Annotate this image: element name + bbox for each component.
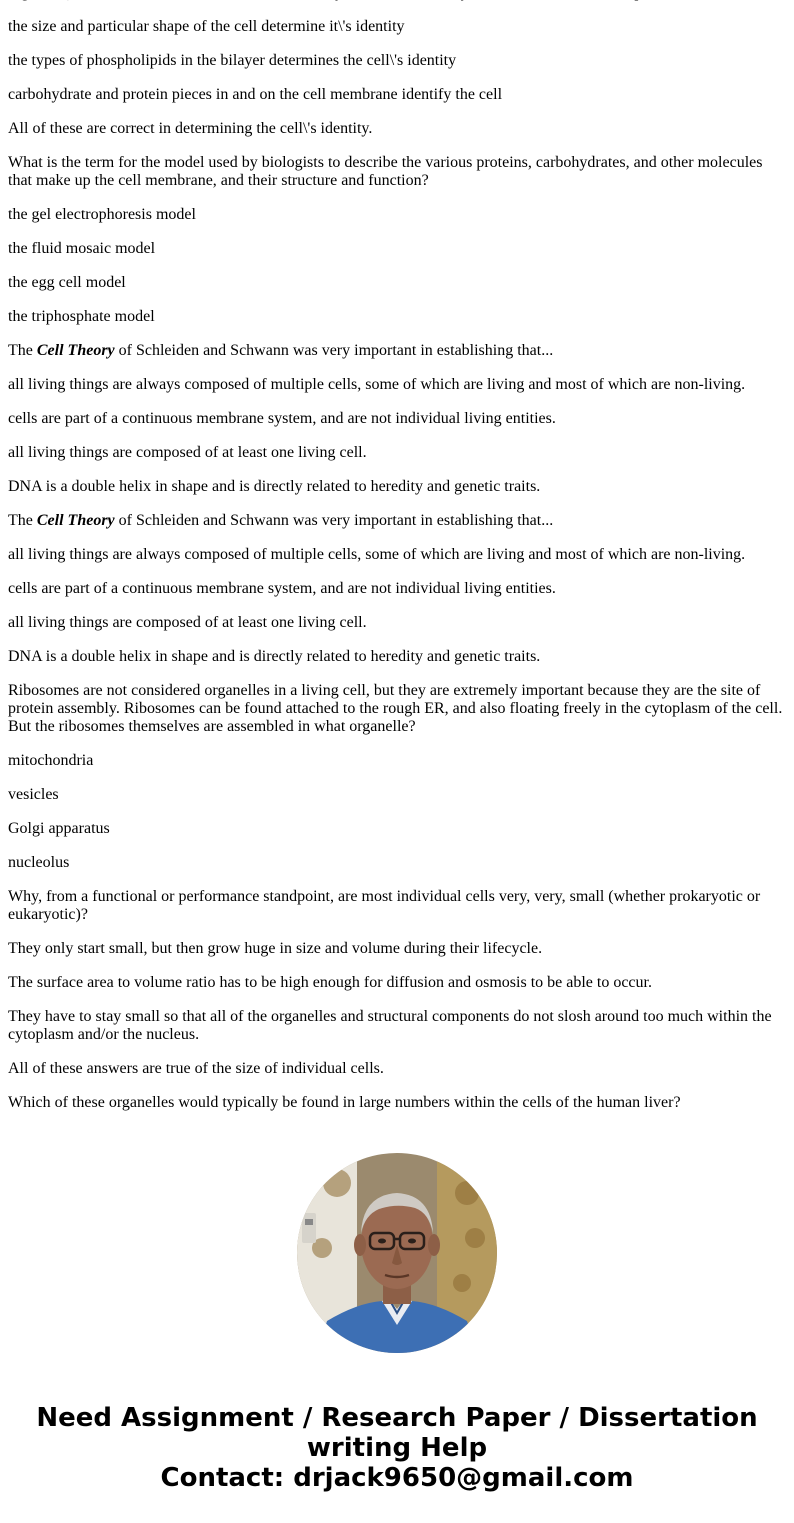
answer-option: all living things are always composed of multiple cells, some of which are living and most of which are non-living.: [8, 546, 746, 563]
promo-line-2: writing Help: [306, 1433, 488, 1463]
answer-option: cells are part of a continuous membrane system, and are not individual living entities.: [8, 580, 556, 597]
answer-option: They only start small, but then grow huge in size and volume during their lifecycle.: [8, 940, 543, 957]
answer-option: the egg cell model: [8, 274, 126, 291]
question-list: [8, 0, 786, 1128]
answer-option: all living things are composed of at least one living cell.: [8, 444, 367, 461]
question-prompt: What is the term for the model used by biologists to describe the various proteins, carbohydrates, and other molecules that make up the cell membrane, and their structure and function?: [8, 154, 763, 189]
prompt-text: The: [8, 342, 37, 359]
answer-option: DNA is a double helix in shape and is directly related to heredity and genetic traits.: [8, 478, 541, 495]
answer-option: the gel electrophoresis model: [8, 206, 196, 223]
answer-option: the types of phospholipids in the bilayer determines the cell\'s identity: [8, 52, 457, 69]
cell-theory-term: Cell Theory: [36, 342, 115, 359]
prompt-text: The: [8, 512, 37, 529]
question-prompt: [8, 512, 786, 530]
promo-contact: Contact: drjack9650@gmail.com: [160, 1463, 634, 1493]
answer-option: the fluid mosaic model: [8, 240, 156, 257]
cell-theory-term: Cell Theory: [36, 512, 115, 529]
promo-banner: [0, 1403, 794, 1493]
prompt-text: of Schleiden and Schwann was very important in establishing that...: [114, 342, 554, 359]
question-prompt: Ribosomes are not considered organelles in a living cell, but they are extremely important because they are the site of protein assembly. Ribosomes can be found attached to the rough ER, and also floating freely in the cytoplasm of the cell. But the ribosomes themselves are assembled in what organelle?: [8, 682, 783, 735]
question-prompt: [8, 0, 786, 2]
answer-option: DNA is a double helix in shape and is directly related to heredity and genetic traits.: [8, 648, 541, 665]
answer-option: the size and particular shape of the cell determine it\'s identity: [8, 18, 405, 35]
question-prompt: [8, 342, 786, 360]
promo-line-1: Need Assignment / Research Paper / Dissertation: [36, 1403, 758, 1433]
answer-option: vesicles: [8, 786, 59, 803]
answer-option: cells are part of a continuous membrane system, and are not individual living entities.: [8, 410, 556, 427]
question-prompt: Why, from a functional or performance standpoint, are most individual cells very, very, small (whether prokaryotic or eukaryotic)?: [8, 888, 761, 923]
author-portrait: [297, 1153, 497, 1353]
answer-option: all living things are composed of at least one living cell.: [8, 614, 367, 631]
question-prompt: Which of these organelles would typically be found in large numbers within the cells of the human liver?: [8, 1094, 681, 1111]
answer-option: They have to stay small so that all of the organelles and structural components do not slosh around too much within the cytoplasm and/or the nucleus.: [8, 1008, 772, 1043]
answer-option: carbohydrate and protein pieces in and on the cell membrane identify the cell: [8, 86, 503, 103]
answer-option: The surface area to volume ratio has to be high enough for diffusion and osmosis to be able to occur.: [8, 974, 652, 991]
answer-option: All of these are correct in determining the cell\'s identity.: [8, 120, 373, 137]
prompt-text: of Schleiden and Schwann was very important in establishing that...: [114, 512, 554, 529]
answer-option: Golgi apparatus: [8, 820, 110, 837]
answer-option: nucleolus: [8, 854, 70, 871]
answer-option: the triphosphate model: [8, 308, 155, 325]
author-avatar: [297, 1153, 497, 1353]
answer-option: all living things are always composed of multiple cells, some of which are living and most of which are non-living.: [8, 376, 746, 393]
answer-option: mitochondria: [8, 752, 94, 769]
answer-option: All of these answers are true of the size of individual cells.: [8, 1060, 384, 1077]
